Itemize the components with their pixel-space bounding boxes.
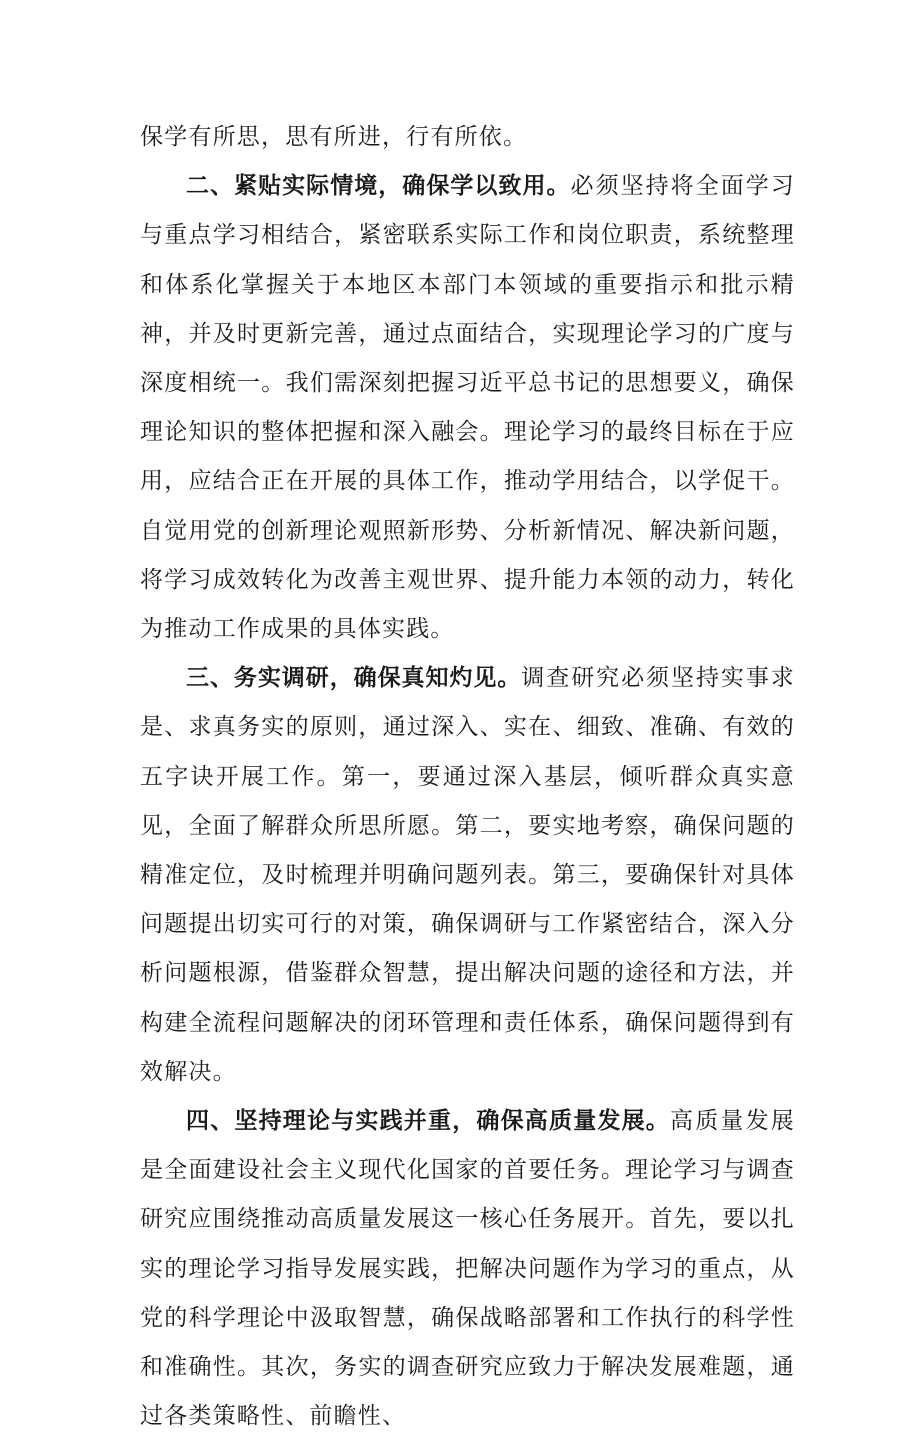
paragraph-body: 高质量发展是全面建设社会主义现代化国家的首要任务。理论学习与调查研究应围绕推动高质量发展这一核心任务展开。首先，要以扎实的理论学习指导发展实践，把解决问题作为学习的重点，从党的科学理论中汲取智慧，确保战略部署和工作执行的科学性和准确性。其次，务实的调查研究应致力于解决发展难题，通过各类策略性、前瞻性、: [140, 1108, 795, 1430]
paragraph-body: 调查研究必须坚持实事求是、求真务实的原则，通过深入、实在、细致、准确、有效的五字诀开展工作。第一，要通过深入基层，倾听群众真实意见，全面了解群众所思所愿。第二，要实地考察，确保问题的精准定位，及时梳理并明确问题列表。第三，要确保针对具体问题提出切实可行的对策，确保调研与工作紧密结合，深入分析问题根源，借鉴群众智慧，提出解决问题的途径和方法，并构建全流程问题解决的闭环管理和责任体系，确保问题得到有效解决。: [140, 665, 795, 1085]
paragraph-body: 保学有所思，思有所进，行有所依。: [140, 124, 528, 150]
paragraph-section-4: [140, 1097, 795, 1441]
paragraph-body: 必须坚持将全面学习与重点学习相结合，紧密联系实际工作和岗位职责，系统整理和体系化掌握关于本地区本部门本领域的重要指示和批示精神，并及时更新完善，通过点面结合，实现理论学习的广度与深度相统一。我们需深刻把握习近平总书记的思想要义，确保理论知识的整体把握和深入融会。理论学习的最终目标在于应用，应结合正在开展的具体工作，推动学用结合，以学促干。自觉用党的创新理论观照新形势、分析新情况、解决新问题，将学习成效转化为改善主观世界、提升能力本领的动力，转化为推动工作成果的具体实践。: [140, 173, 795, 643]
document-page: [140, 113, 795, 1441]
section-heading: 三、务实调研，确保真知灼见。: [186, 665, 522, 692]
section-heading: 二、紧贴实际情境，确保学以致用。: [186, 173, 571, 200]
paragraph-section-2: [140, 162, 795, 654]
paragraph-section-3: [140, 654, 795, 1097]
section-heading: 四、坚持理论与实践并重，确保高质量发展。: [186, 1108, 670, 1135]
paragraph-continuation: [140, 113, 795, 162]
